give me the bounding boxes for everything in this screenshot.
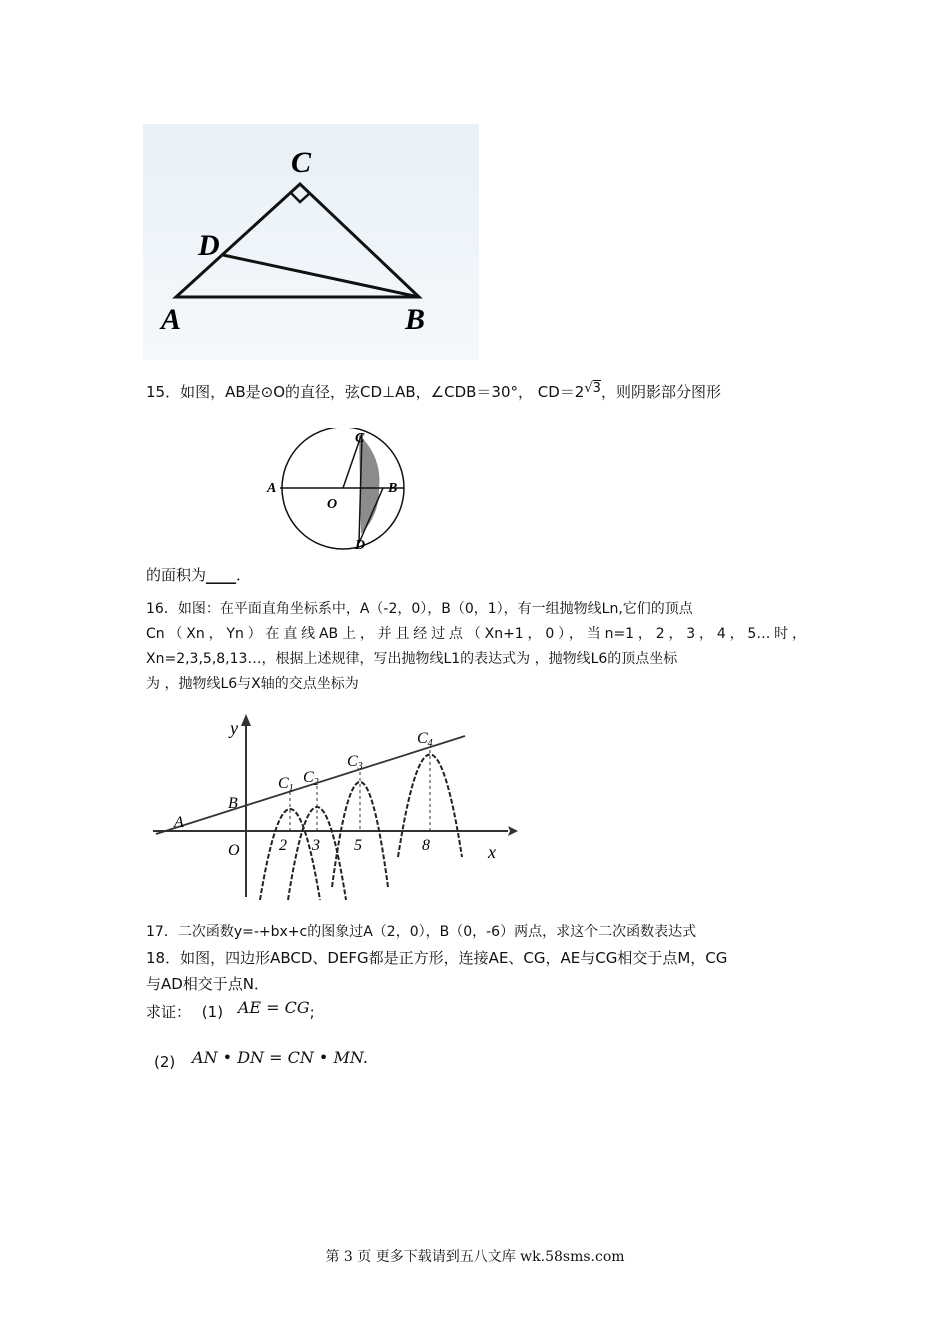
label-d: D xyxy=(355,538,366,553)
circle-figure xyxy=(263,428,411,556)
label-a: A xyxy=(174,814,184,831)
q18-part2 xyxy=(154,1048,368,1072)
tick-3: 3 xyxy=(312,837,320,854)
q18-part2-formula: AN • DN = CN • MN. xyxy=(192,1048,368,1067)
label-c4: C4 xyxy=(417,730,433,749)
tick-2: 2 xyxy=(279,837,287,854)
label-o: O xyxy=(228,842,240,859)
q17-text: 17．二次函数y=-+bx+c的图象过A（2，0），B（0，-6）两点，求这个二次函数表达式 xyxy=(146,924,697,940)
label-c3: C3 xyxy=(347,753,363,772)
q16-line1: 16．如图：在平面直角坐标系中，A（-2，0），B（0，1），有一组抛物线Ln,它们的顶点 xyxy=(146,601,693,617)
label-b: B xyxy=(388,481,398,496)
q18-part1-formula: AE = CG xyxy=(237,998,310,1017)
circle-figure-svg xyxy=(263,428,411,556)
q15-sqrt: √3 xyxy=(584,381,601,396)
q18-part2-num: (2) xyxy=(154,1053,176,1071)
label-a: A xyxy=(161,303,182,336)
y-axis-arrow xyxy=(241,714,251,726)
label-d: D xyxy=(198,229,220,262)
q15-number: 15． xyxy=(146,383,181,401)
q16-line4: 为 ，抛物线L6与X轴的交点坐标为 xyxy=(146,676,359,692)
tick-5: 5 xyxy=(354,837,362,854)
q15-text-after: ，则阴影部分图形 xyxy=(600,383,721,401)
parabola-figure xyxy=(148,712,518,902)
label-c: C xyxy=(355,431,365,446)
label-b: B xyxy=(228,795,238,812)
q18-part1-num: (1) xyxy=(201,1003,224,1021)
shaded-region-lower xyxy=(360,488,379,534)
q15-answer-blank: ____ xyxy=(206,566,237,584)
triangle-figure-svg xyxy=(143,124,479,360)
q16-line3: Xn=2,3,5,8,13…，根据上述规律，写出抛物线L1的表达式为 ，抛物线L6的顶点坐标 xyxy=(146,651,678,667)
q15-text-before: 如图，AB是⊙O的直径，弦CD⊥AB，∠CDB＝30°， CD＝2 xyxy=(180,383,585,401)
label-a: A xyxy=(267,481,277,496)
q18-prove-label: 求证： xyxy=(146,1003,192,1021)
q16-line2: Cn（Xn，Yn）在直线AB上，并且经过点（Xn+1，0），当n=1，2，3，4，5…时， xyxy=(146,626,806,642)
q18-part1 xyxy=(146,998,315,1022)
q18-part1-end: ; xyxy=(309,1003,315,1021)
triangle-figure xyxy=(143,124,479,360)
label-c2: C2 xyxy=(303,769,319,788)
tick-8: 8 xyxy=(422,837,430,854)
label-b: B xyxy=(405,303,426,336)
label-x: x xyxy=(488,842,496,862)
x-axis-arrow xyxy=(508,826,518,836)
q18-line2: 与AD相交于点N． xyxy=(146,975,270,993)
parabola-figure-svg xyxy=(148,712,518,902)
q15-line2 xyxy=(146,565,251,585)
q15-end: ． xyxy=(236,566,252,584)
label-y: y xyxy=(230,718,238,738)
page-footer: 第 3 页 更多下载请到五八文库 wk.58sms.com xyxy=(325,1249,625,1265)
label-o: O xyxy=(327,497,338,512)
q18-line1: 18．如图，四边形ABCD、DEFG都是正方形，连接AE、CG，AE与CG相交于点M，CG xyxy=(146,949,728,967)
label-c1: C1 xyxy=(278,775,294,794)
q15-line1 xyxy=(146,382,721,404)
label-c: C xyxy=(291,146,312,179)
q15-continuation: 的面积为 xyxy=(146,566,207,584)
